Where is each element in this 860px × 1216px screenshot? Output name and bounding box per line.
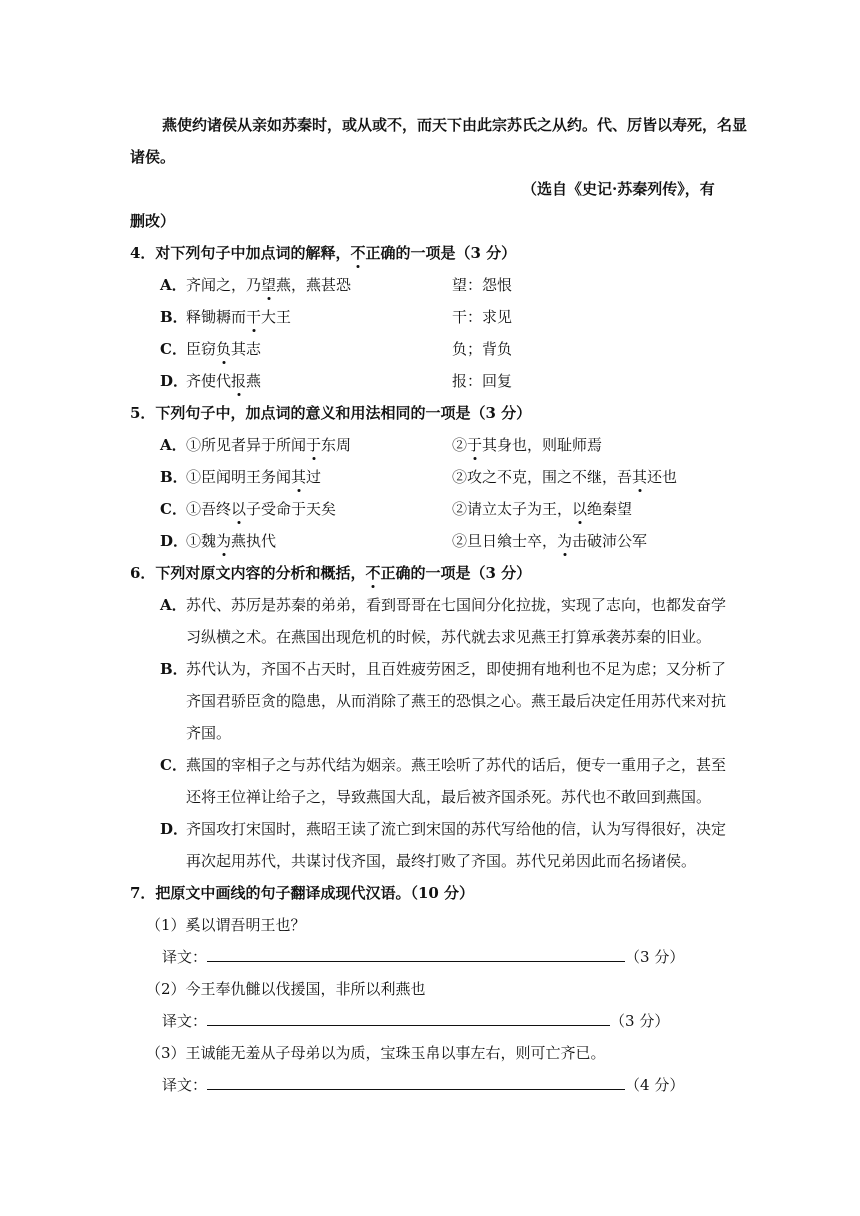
stem-text: 正确的一项是（3 分） xyxy=(365,244,517,262)
q7-item-1 xyxy=(146,915,306,935)
q5-option-d xyxy=(160,531,276,551)
option-letter: C． xyxy=(160,756,187,774)
answer-blank[interactable] xyxy=(207,947,625,962)
option-text: 齐国攻打宋国时，燕昭王读了流亡到宋国的苏代写给他的信，认为写得很好，决定 xyxy=(186,820,727,838)
q6-option-d-cont: 再次起用苏代，共谋讨伐齐国，最终打败了齐国。苏代兄弟因此而名扬诸侯。 xyxy=(186,852,697,870)
question-4-stem xyxy=(130,243,516,263)
option-text: ①魏 xyxy=(186,532,217,550)
q6-option-c-cont: 还将王位禅让给子之，导致燕国大乱，最后被齐国杀死。苏代也不敢回到燕国。 xyxy=(186,788,712,806)
passage-line: 燕使约诸侯从亲如苏秦时，或从或不，而天下由此宗苏氏之从约。代、厉皆以寿死，名显 xyxy=(162,116,748,134)
option-letter: D． xyxy=(160,372,189,390)
option-text: ①吾终 xyxy=(186,500,232,518)
option-text: 其身也，则耻师焉 xyxy=(482,436,603,454)
dotted-word: 其 xyxy=(632,468,648,486)
dotted-word: 负 xyxy=(216,340,232,358)
q5-option-a xyxy=(160,435,351,455)
item-number: （2） xyxy=(146,980,186,998)
stem-text: 6．下列对原文内容的分析和概括， xyxy=(130,564,366,582)
option-text: 绝秦望 xyxy=(587,500,633,518)
option-text: 齐闻之，乃 xyxy=(186,276,262,294)
dotted-word: 为 xyxy=(216,532,232,550)
question-7-stem: 7．把原文中画线的句子翻译成现代汉语。（10 分） xyxy=(130,884,475,902)
option-letter: C． xyxy=(160,500,187,518)
option-letter: D． xyxy=(160,532,189,550)
q4-option-a xyxy=(160,275,351,295)
option-text: 苏代、苏厉是苏秦的弟弟，看到哥哥在七国间分化拉拢，实现了志向，也都发奋学 xyxy=(186,596,727,614)
option-text: 燕国的宰相子之与苏代结为姻亲。燕王哙听了苏代的话后，便专一重用子之，甚至 xyxy=(186,756,727,774)
item-number: （3） xyxy=(146,1044,186,1062)
answer-label: 译文： xyxy=(162,1012,208,1030)
q5-option-b-right xyxy=(452,467,677,487)
option-letter: C． xyxy=(160,340,187,358)
question-5-stem: 5．下列句子中，加点词的意义和用法相同的一项是（3 分） xyxy=(130,404,532,422)
option-text: 大王 xyxy=(261,308,292,326)
answer-label: 译文： xyxy=(162,1076,208,1094)
option-letter: A． xyxy=(160,436,187,454)
q7-answer-3 xyxy=(162,1075,684,1095)
q5-option-b xyxy=(160,467,321,487)
source-citation-cont: 删改） xyxy=(130,212,176,230)
q4-gloss-d: 报：回复 xyxy=(452,372,513,390)
q5-option-c-right xyxy=(452,499,632,519)
dotted-word: 以 xyxy=(231,500,247,518)
answer-blank[interactable] xyxy=(207,1075,625,1090)
q6-option-c xyxy=(160,755,726,775)
q4-option-d xyxy=(160,371,261,391)
answer-label: 译文： xyxy=(162,948,208,966)
q5-option-d-right xyxy=(452,531,647,551)
answer-score: （3 分） xyxy=(610,1012,670,1030)
answer-blank[interactable] xyxy=(207,1011,610,1026)
q4-option-c xyxy=(160,339,261,359)
option-text: 燕 xyxy=(246,372,262,390)
q6-option-a xyxy=(160,595,726,615)
option-text: ①臣闻明王务闻 xyxy=(186,468,292,486)
q4-gloss-c: 负；背负 xyxy=(452,340,513,358)
option-text: ② xyxy=(452,436,468,454)
source-citation: （选自《史记·苏秦列传》，有 xyxy=(522,180,715,198)
option-text: ②请立太子为王， xyxy=(452,500,573,518)
option-text: 击破沛公军 xyxy=(572,532,648,550)
option-text: 臣窃 xyxy=(186,340,217,358)
item-sentence: 王诚能无羞从子母弟以为质，宝珠玉帛以事左右，则可亡齐已。 xyxy=(185,1044,606,1062)
q7-item-3 xyxy=(146,1043,606,1063)
dotted-word: 为 xyxy=(557,532,573,550)
option-letter: B． xyxy=(160,660,188,678)
q6-option-d xyxy=(160,819,726,839)
dotted-word: 其 xyxy=(291,468,307,486)
option-text: 子受命于天矣 xyxy=(246,500,337,518)
dotted-word: 以 xyxy=(572,500,588,518)
option-letter: B． xyxy=(160,468,188,486)
option-text: 还也 xyxy=(647,468,678,486)
q6-option-b xyxy=(160,659,726,679)
dotted-word: 于 xyxy=(306,436,322,454)
q6-option-a-cont: 习纵横之术。在燕国出现危机的时候，苏代就去求见燕王打算承袭苏秦的旧业。 xyxy=(186,628,712,646)
answer-score: （3 分） xyxy=(625,948,685,966)
question-6-stem xyxy=(130,563,531,583)
dotted-word: 干 xyxy=(246,308,262,326)
answer-score: （4 分） xyxy=(625,1076,685,1094)
option-text: 释锄耨而 xyxy=(186,308,247,326)
option-letter: D． xyxy=(160,820,189,838)
q6-option-b-cont: 齐国君骄臣贪的隐患，从而消除了燕王的恐惧之心。燕王最后决定任用苏代来对抗 xyxy=(186,692,727,710)
option-text: ②攻之不克，围之不继，吾 xyxy=(452,468,633,486)
stem-text: 4．对下列句子中加点词的解释， xyxy=(130,244,351,262)
dotted-word: 不 xyxy=(365,564,381,582)
item-number: （1） xyxy=(146,916,186,934)
q4-gloss-a: 望：怨恨 xyxy=(452,276,513,294)
q4-option-b xyxy=(160,307,291,327)
option-text: 其志 xyxy=(231,340,262,358)
dotted-word: 于 xyxy=(467,436,483,454)
option-letter: B． xyxy=(160,308,188,326)
dotted-word: 不 xyxy=(350,244,366,262)
q7-item-2 xyxy=(146,979,426,999)
option-text: 苏代认为，齐国不占天时，且百姓疲劳困乏，即使拥有地利也不足为虑；又分析了 xyxy=(186,660,727,678)
option-text: 燕执代 xyxy=(231,532,277,550)
passage-line: 诸侯。 xyxy=(130,148,176,166)
dotted-word: 望 xyxy=(261,276,277,294)
q5-option-c xyxy=(160,499,336,519)
option-letter: A． xyxy=(160,596,187,614)
option-text: 东周 xyxy=(321,436,352,454)
q7-answer-2 xyxy=(162,1011,669,1031)
option-text: ②旦日飨士卒， xyxy=(452,532,558,550)
item-sentence: 奚以谓吾明王也？ xyxy=(185,916,306,934)
q5-option-a-right xyxy=(452,435,602,455)
dotted-word: 报 xyxy=(231,372,247,390)
option-text: ①所见者异于所闻 xyxy=(186,436,307,454)
q7-answer-1 xyxy=(162,947,684,967)
option-letter: A． xyxy=(160,276,187,294)
stem-text: 正确的一项是（3 分） xyxy=(380,564,532,582)
item-sentence: 今王奉仇雠以伐援国，非所以利燕也 xyxy=(185,980,426,998)
q6-option-b-cont: 齐国。 xyxy=(186,724,232,742)
option-text: 齐使代 xyxy=(186,372,232,390)
q4-gloss-b: 干：求见 xyxy=(452,308,513,326)
option-text: 燕，燕甚恐 xyxy=(276,276,352,294)
option-text: 过 xyxy=(306,468,322,486)
